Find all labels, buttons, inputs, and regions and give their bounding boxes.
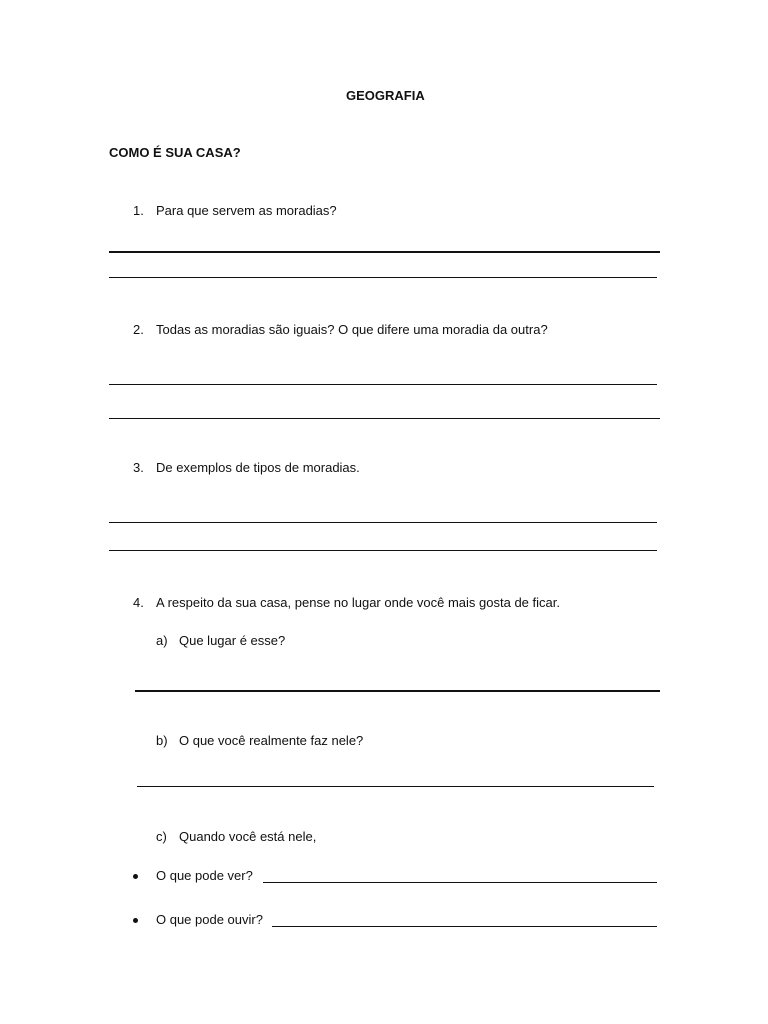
subquestion-text: Que lugar é esse? (179, 633, 286, 648)
question-text: De exemplos de tipos de moradias. (156, 460, 360, 475)
bullet-text: O que pode ouvir? (156, 912, 263, 927)
question-number: 2. (133, 322, 144, 337)
bullet-text: O que pode ver? (156, 868, 253, 883)
question-number: 4. (133, 595, 144, 610)
answer-line[interactable] (109, 277, 657, 278)
section-heading: COMO É SUA CASA? (109, 145, 241, 160)
question-text: Todas as moradias são iguais? O que difere uma moradia da outra? (156, 322, 548, 337)
answer-line[interactable] (109, 550, 657, 551)
answer-line[interactable] (109, 418, 660, 419)
answer-line[interactable] (137, 786, 654, 787)
subquestion-text: Quando você está nele, (179, 829, 317, 844)
question-number: 1. (133, 203, 144, 218)
subquestion-letter: b) (156, 733, 168, 748)
subquestion-text: O que você realmente faz nele? (179, 733, 364, 748)
question-number: 3. (133, 460, 144, 475)
answer-line[interactable] (272, 926, 657, 927)
bullet-icon (133, 874, 138, 879)
answer-line[interactable] (109, 384, 657, 385)
answer-line[interactable] (263, 882, 657, 883)
subquestion-letter: a) (156, 633, 168, 648)
question-text: Para que servem as moradias? (156, 203, 337, 218)
answer-line[interactable] (109, 522, 657, 523)
bullet-icon (133, 918, 138, 923)
question-text: A respeito da sua casa, pense no lugar onde você mais gosta de ficar. (156, 595, 560, 610)
page-title: GEOGRAFIA (346, 88, 425, 103)
answer-line[interactable] (135, 690, 660, 692)
subquestion-letter: c) (156, 829, 167, 844)
answer-line[interactable] (109, 251, 660, 253)
